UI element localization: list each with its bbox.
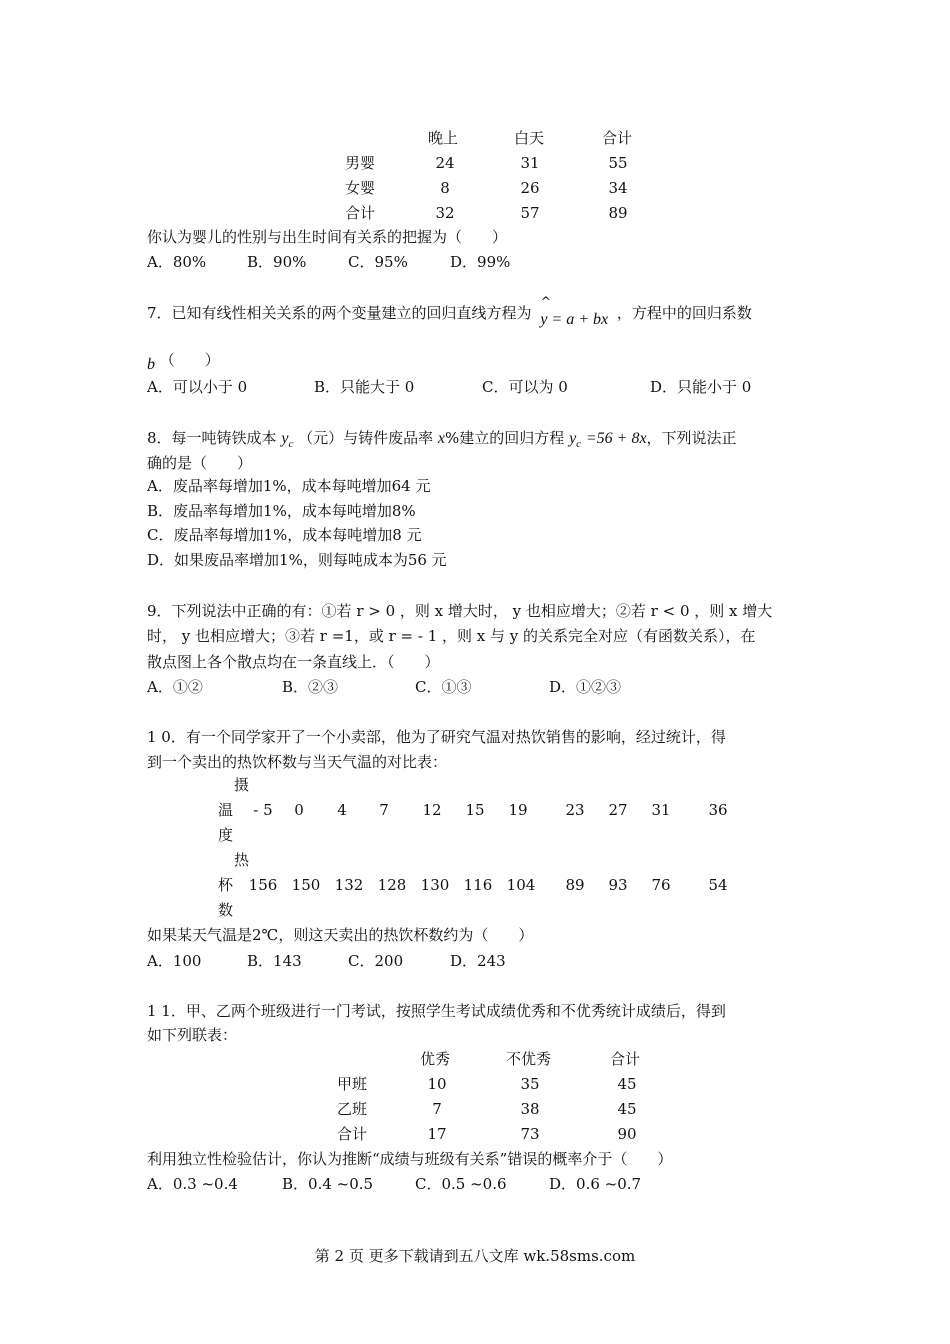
q8-option-a: A．废品率每增加1%，成本每吨增加64 元	[147, 477, 431, 495]
q9-option-c: C．①③	[415, 678, 472, 696]
q6-option-a: A．80%	[147, 253, 207, 271]
q8-var-y: y	[281, 430, 289, 447]
q10-cups-value: 89	[565, 876, 585, 894]
q7-option-a: A．可以小于 0	[147, 378, 248, 396]
q8-option-c: C．废品率每增加1%，成本每吨增加8 元	[147, 526, 422, 544]
q8-stem-d: ，下列说法正	[646, 429, 737, 447]
q7-stem-line2	[147, 349, 220, 372]
table1-cell: 8	[440, 179, 450, 197]
q10-cups-value: 130	[420, 876, 450, 894]
table1-cell: 32	[435, 204, 455, 222]
q10-option-d: D．243	[450, 952, 506, 970]
q8-stem-c: %建立的回归方程	[445, 429, 565, 447]
table2-cell: 35	[520, 1075, 540, 1093]
q11-stem-line2: 如下列联表：	[147, 1026, 238, 1044]
q10-cups-value: 156	[248, 876, 278, 894]
table2-cell: 10	[427, 1075, 447, 1093]
q6-option-c: C．95%	[348, 253, 408, 271]
table2-row-label: 乙班	[337, 1100, 368, 1118]
table1-cell: 34	[608, 179, 628, 197]
table2-header-total: 合计	[610, 1050, 641, 1068]
table1-cell: 57	[520, 204, 540, 222]
q10-temp-value: 0	[294, 801, 304, 819]
q10-option-a: A．100	[147, 952, 202, 970]
q11-option-c: C．0.5 ~0.6	[415, 1175, 507, 1193]
q10-temp-value: 4	[337, 801, 347, 819]
q9-stem-line3: 散点图上各个散点均在一条直线上．（ ）	[147, 653, 440, 671]
q7-option-b: B．只能大于 0	[314, 378, 415, 396]
q9-option-b: B．②③	[282, 678, 339, 696]
q10-question: 如果某天气温是2℃，则这天卖出的热饮杯数约为（ ）	[147, 926, 534, 944]
q8-stem-b: （元）与铸件废品率	[298, 429, 434, 447]
q10-cups-value: 116	[463, 876, 493, 894]
q7-option-c: C．可以为 0	[482, 378, 568, 396]
table1-row-label: 男婴	[345, 154, 376, 172]
q10-cups-value: 104	[506, 876, 536, 894]
q11-option-a: A．0.3 ~0.4	[147, 1175, 238, 1193]
q8-stem-line1	[147, 427, 737, 455]
q8-var-x: x	[437, 430, 446, 447]
q7-regression-formula: ^ y = a + bx	[540, 295, 609, 328]
q11-question: 利用独立性检验估计，你认为推断“成绩与班级有关系”错误的概率介于（ ）	[147, 1150, 673, 1168]
table1-cell: 26	[520, 179, 540, 197]
q10-option-c: C．200	[348, 952, 404, 970]
q8-sub-c: c	[288, 438, 294, 450]
table2-row-label: 甲班	[337, 1075, 368, 1093]
table2-header-not-excellent: 不优秀	[506, 1050, 552, 1068]
q6-stem: 你认为婴儿的性别与出生时间有关系的把握为（ ）	[147, 228, 508, 246]
table2-cell: 7	[432, 1100, 442, 1118]
q10-cups-value: 132	[334, 876, 364, 894]
q10-temp-value: 31	[651, 801, 671, 819]
table2-row-label: 合计	[337, 1125, 368, 1143]
q7-stem-b: ，方程中的回归系数	[616, 304, 752, 322]
table1-cell: 31	[520, 154, 540, 172]
q8-stem-a: 8．每一吨铸铁成本	[147, 429, 277, 447]
q11-stem-line1: 1 1．甲、乙两个班级进行一门考试，按照学生考试成绩优秀和不优秀统计成绩后，得到	[147, 1002, 726, 1020]
table1-row-label: 女婴	[345, 179, 376, 197]
q8-stem-line2: 确的是（ ）	[147, 454, 253, 472]
q10-cups-value: 54	[708, 876, 728, 894]
q10-cups-value: 128	[377, 876, 407, 894]
q10-temp-value: 36	[708, 801, 728, 819]
q11-option-b: B．0.4 ~0.5	[282, 1175, 374, 1193]
table1-cell: 55	[608, 154, 628, 172]
table1-header-night: 晚上	[428, 129, 459, 147]
table2-cell: 90	[617, 1125, 637, 1143]
q7-stem-a: 7．已知有线性相关关系的两个变量建立的回归直线方程为	[147, 304, 532, 322]
q7-stem-line1	[147, 295, 752, 328]
q8-option-d: D．如果废品率增加1%，则每吨成本为56 元	[147, 551, 447, 569]
q10-temp-label-char: 温	[218, 801, 234, 819]
q7-var-b: b	[147, 356, 155, 373]
table2-cell: 38	[520, 1100, 540, 1118]
q8-eq-sub-c: c	[576, 438, 582, 450]
q10-cups-value: 76	[651, 876, 671, 894]
q6-option-d: D．99%	[450, 253, 511, 271]
table1-header-total: 合计	[602, 129, 633, 147]
q10-temp-value: 19	[508, 801, 528, 819]
q10-cups-value: 150	[291, 876, 321, 894]
q10-cups-value: 93	[608, 876, 628, 894]
q10-stem-line1: 1 0．有一个同学家开了一个小卖部，他为了研究气温对热饮销售的影响，经过统计，得	[147, 728, 726, 746]
table1-cell: 24	[435, 154, 455, 172]
q10-temp-value: 7	[379, 801, 389, 819]
q10-temp-value: 27	[608, 801, 628, 819]
q10-stem-line2: 到一个卖出的热饮杯数与当天气温的对比表：	[147, 753, 448, 771]
table2-header-excellent: 优秀	[420, 1050, 451, 1068]
q9-stem-line1: 9．下列说法中正确的有：①若 r > 0 ，则 x 增大时， y 也相应增大；②若 r < 0 ，则 x 增大	[147, 602, 773, 620]
table2-cell: 45	[617, 1075, 637, 1093]
q6-option-b: B．90%	[247, 253, 307, 271]
q10-temp-value: 15	[465, 801, 485, 819]
q10-cups-label-char: 数	[218, 901, 234, 919]
q8-option-b: B．废品率每增加1%，成本每吨增加8%	[147, 502, 416, 520]
q9-option-a: A．①②	[147, 678, 203, 696]
q10-temp-value: - 5	[253, 801, 273, 819]
q7-stem-c: （ ）	[159, 351, 220, 369]
q10-temp-label-char: 摄	[234, 776, 250, 794]
q10-cups-label-char: 杯	[218, 876, 234, 894]
table2-cell: 17	[427, 1125, 447, 1143]
table2-cell: 45	[617, 1100, 637, 1118]
q9-stem-line2: 时， y 也相应增大；③若 r =1，或 r = - 1 ，则 x 与 y 的关系完全对应（有函数关系），在	[147, 627, 756, 645]
page-footer: 第 2 页 更多下载请到五八文库 wk.58sms.com	[314, 1247, 636, 1265]
q11-option-d: D．0.6 ~0.7	[549, 1175, 642, 1193]
table1-header-day: 白天	[514, 129, 545, 147]
q10-temp-value: 23	[565, 801, 585, 819]
hat-icon: ^	[540, 295, 552, 310]
q10-cups-label-char: 热	[234, 851, 250, 869]
table2-cell: 73	[520, 1125, 540, 1143]
q7-option-d: D．只能小于 0	[650, 378, 752, 396]
q8-eq-right: =56 + 8x	[585, 430, 647, 447]
q8-eq-y: y	[569, 430, 577, 447]
table1-cell: 89	[608, 204, 628, 222]
table1-row-label: 合计	[345, 204, 376, 222]
q10-temp-label-char: 度	[218, 826, 234, 844]
q10-option-b: B．143	[247, 952, 302, 970]
q10-temp-value: 12	[422, 801, 442, 819]
q9-option-d: D．①②③	[549, 678, 622, 696]
